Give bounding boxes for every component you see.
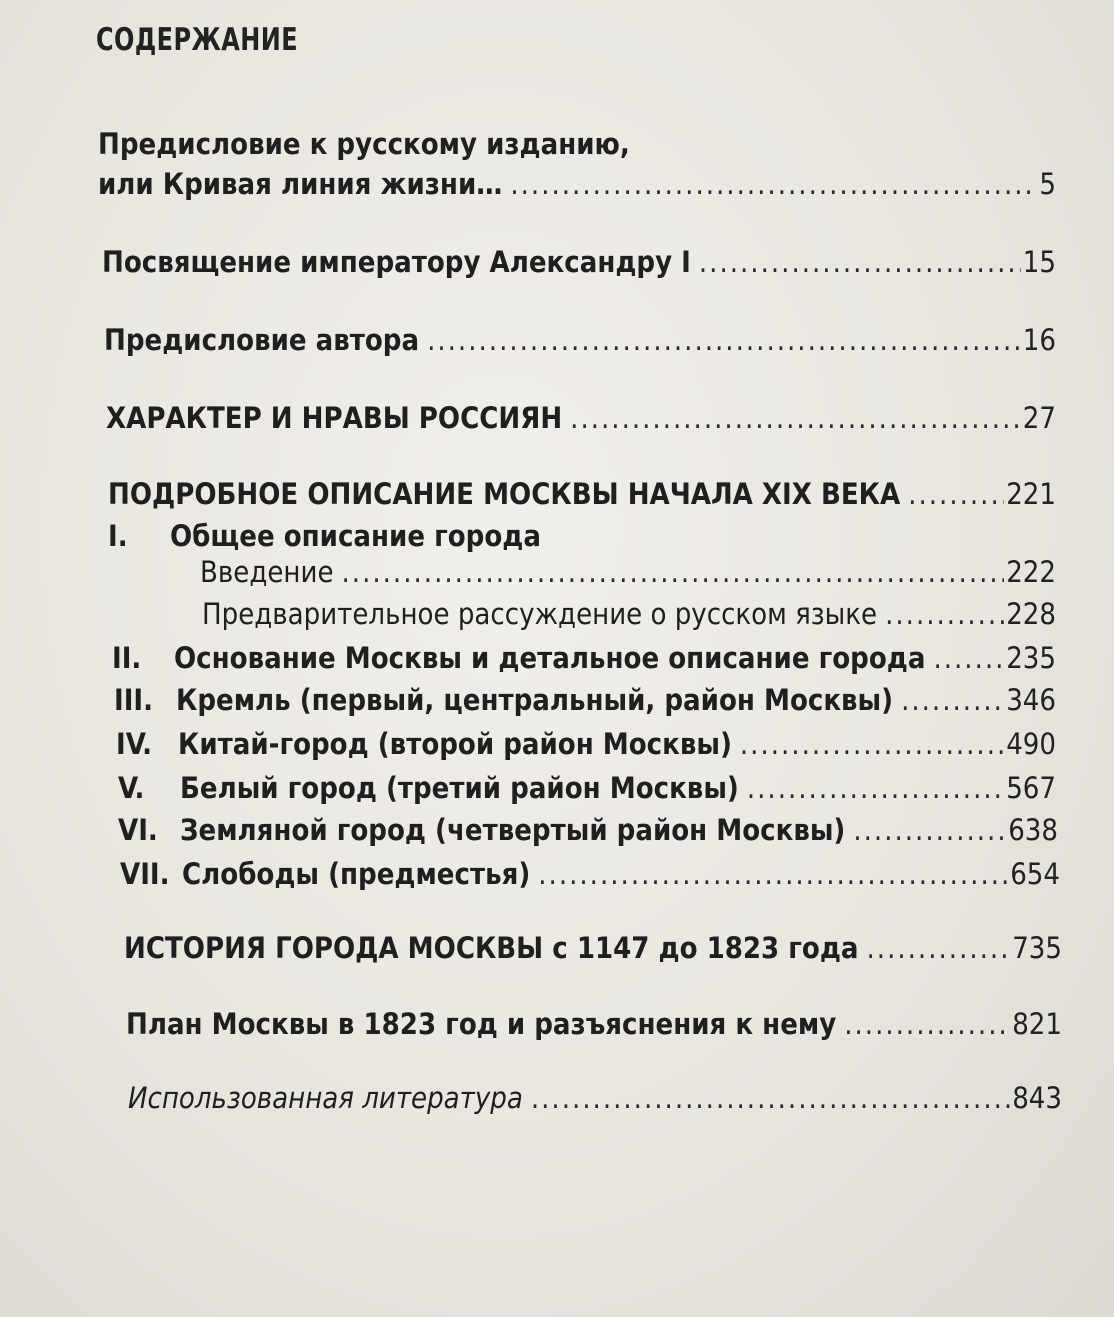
dot-leader	[570, 398, 1021, 438]
toc-page-number: 235	[1006, 641, 1056, 675]
toc-entry-title: Земляной город (четвертый район Москвы)	[180, 813, 846, 847]
toc-chapter-3	[114, 680, 1056, 720]
toc-entry-author-preface	[104, 320, 1056, 360]
toc-chapter-4	[116, 724, 1056, 764]
toc-page-number: 735	[1012, 931, 1062, 965]
toc-entry-title: Посвящение императору Александру I	[102, 245, 691, 279]
toc-entry-preface-ru-line1: Предисловие к русскому изданию,	[98, 127, 630, 161]
chapter-number: VI.	[118, 813, 158, 847]
dot-leader	[867, 928, 1011, 968]
toc-entry-history	[124, 928, 1062, 968]
toc-entry-preface-ru	[98, 164, 1056, 204]
toc-chapter-7	[120, 854, 1060, 894]
toc-entry-title: Белый город (третий район Москвы)	[180, 771, 739, 805]
dot-leader	[844, 1004, 1010, 1044]
toc-entry-title: Слободы (предместья)	[182, 857, 531, 891]
page-title: СОДЕРЖАНИЕ	[96, 22, 299, 58]
chapter-number: III.	[114, 683, 154, 717]
toc-entry-title: Общее описание города	[170, 519, 541, 553]
toc-entry-literature	[128, 1078, 1062, 1118]
dot-leader	[538, 854, 1008, 894]
toc-entry-title: План Москвы в 1823 год и разъяснения к нему	[126, 1007, 837, 1041]
toc-entry-title: Использованная литература	[128, 1081, 523, 1115]
dot-leader	[933, 638, 1004, 678]
toc-entry-title: ХАРАКТЕР И НРАВЫ РОССИЯН	[106, 401, 563, 435]
toc-page-number: 222	[1006, 555, 1056, 589]
toc-page-number: 346	[1006, 683, 1056, 717]
toc-page-number: 567	[1006, 771, 1056, 805]
toc-chapter-1	[108, 516, 1056, 556]
toc-entry-plan	[126, 1004, 1062, 1044]
toc-page-number: 490	[1006, 727, 1056, 761]
toc-entry-description	[108, 474, 1056, 514]
dot-leader	[740, 724, 1004, 764]
toc-entry-dedication	[102, 242, 1056, 282]
toc-page-number: 638	[1008, 813, 1058, 847]
dot-leader	[853, 810, 1006, 850]
toc-entry-title: Основание Москвы и детальное описание города	[174, 641, 926, 675]
dot-leader	[427, 320, 1021, 360]
toc-entry-title: Введение	[200, 555, 334, 589]
toc-page-number: 15	[1022, 245, 1056, 279]
chapter-number: I.	[108, 519, 128, 553]
chapter-number: VII.	[120, 857, 170, 891]
toc-entry-title: ИСТОРИЯ ГОРОДА МОСКВЫ с 1147 до 1823 года	[124, 931, 859, 965]
toc-page-number: 654	[1010, 857, 1060, 891]
toc-page-number: 27	[1022, 401, 1056, 435]
dot-leader	[747, 768, 1004, 808]
toc-entry-language	[202, 594, 1056, 634]
dot-leader	[342, 552, 1005, 592]
toc-entry-title: Предварительное рассуждение о русском языке	[202, 597, 878, 631]
dot-leader	[901, 680, 1004, 720]
dot-leader	[699, 242, 1021, 282]
dot-leader	[885, 594, 1004, 634]
chapter-number: V.	[118, 771, 145, 805]
dot-leader	[908, 474, 1004, 514]
toc-page-number: 228	[1006, 597, 1056, 631]
toc-chapter-6	[118, 810, 1058, 850]
toc-page-number: 843	[1012, 1081, 1062, 1115]
toc-entry-character	[106, 398, 1056, 438]
toc-entry-title: Китай-город (второй район Москвы)	[178, 727, 732, 761]
toc-page-number: 16	[1022, 323, 1056, 357]
toc-entry-title: или Кривая линия жизни…	[98, 167, 503, 201]
toc-page-number: 5	[1039, 167, 1056, 201]
chapter-number: IV.	[116, 727, 153, 761]
dot-leader	[510, 164, 1037, 204]
chapter-number: II.	[112, 641, 142, 675]
dot-leader	[531, 1078, 1010, 1118]
toc-entry-title: Предисловие автора	[104, 323, 420, 357]
toc-chapter-2	[112, 638, 1056, 678]
toc-page-number: 221	[1006, 477, 1056, 511]
toc-page-number: 821	[1012, 1007, 1062, 1041]
toc-chapter-5	[118, 768, 1056, 808]
toc-entry-title: Кремль (первый, центральный, район Москвы)	[176, 683, 894, 717]
toc-entry-title: ПОДРОБНОЕ ОПИСАНИЕ МОСКВЫ НАЧАЛА XIX ВЕКА	[108, 477, 901, 511]
toc-entry-intro	[200, 552, 1056, 592]
